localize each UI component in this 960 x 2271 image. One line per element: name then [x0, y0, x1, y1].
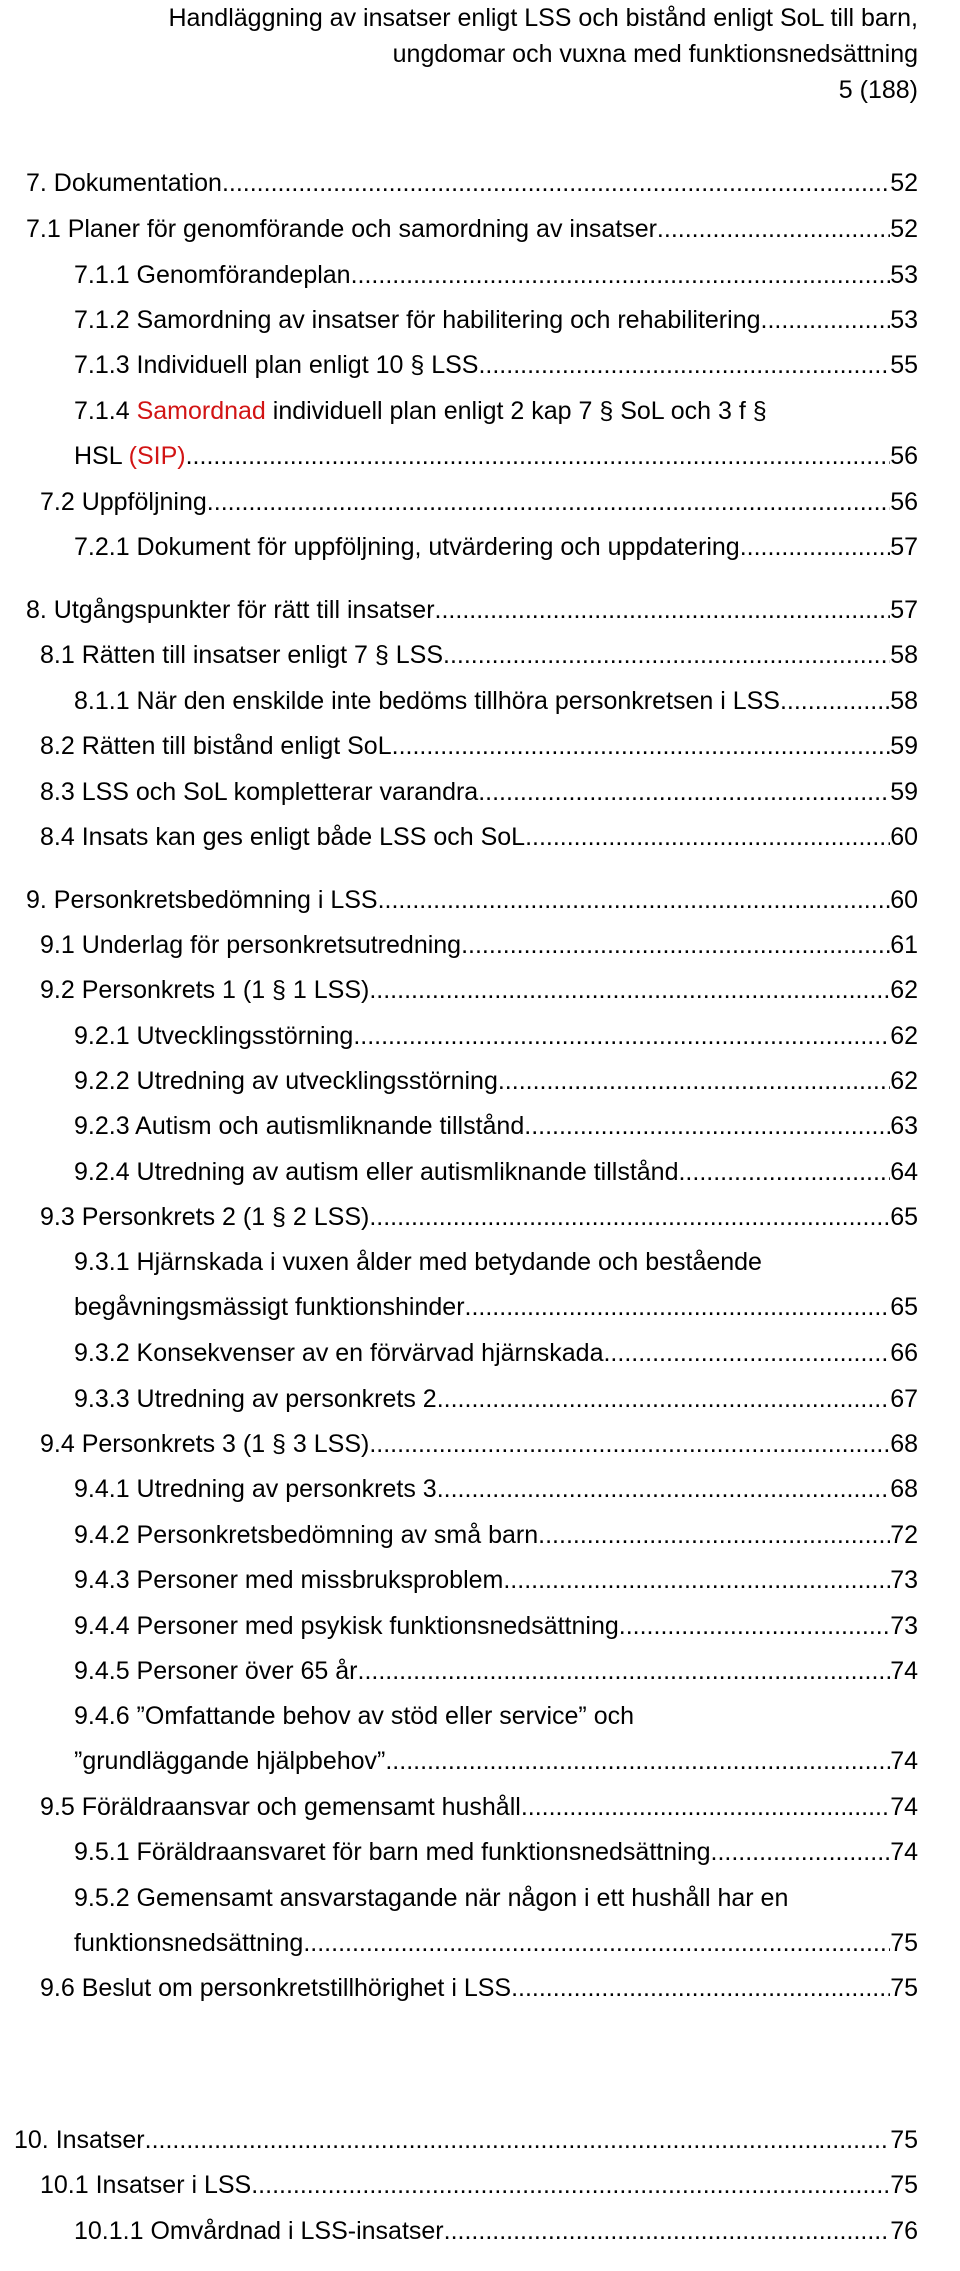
page-header — [18, 0, 918, 108]
page-number: 73 — [890, 1612, 918, 1640]
toc-entry-9-5[interactable]: 9.5 Föräldraansvar och gemensamt hushåll ..... 74 — [40, 1792, 918, 1822]
dot-leader — [369, 975, 890, 1005]
toc-entry-9-3[interactable]: 9.3 Personkrets 2 (1 § 2 LSS) ..... 65 — [40, 1202, 918, 1232]
dot-leader — [444, 2216, 891, 2246]
toc-entry-9-2-2[interactable]: 9.2.2 Utredning av utvecklingsstörning ..... 62 — [74, 1066, 918, 1096]
toc-entry-9-4-2[interactable]: 9.4.2 Personkretsbedömning av små barn ..... 72 — [74, 1520, 918, 1550]
toc-entry-7-1-4[interactable]: 7.1.4 Samordnad individuell plan enligt 2 kap 7 § SoL och 3 f § HSL (SIP) ..... 56 — [74, 396, 918, 471]
toc-entry-9-4-6[interactable]: 9.4.6 ”Omfattande behov av stöd eller service” och ”grundläggande hjälpbehov” ..... 74 — [74, 1701, 918, 1776]
page-number: 62 — [890, 1022, 918, 1050]
dot-leader — [353, 1021, 890, 1051]
page-number: 59 — [890, 778, 918, 806]
page-number: 53 — [890, 261, 918, 289]
dot-leader — [761, 305, 891, 335]
dot-leader — [358, 1656, 891, 1686]
dot-leader — [351, 260, 891, 290]
page-number: 65 — [890, 1203, 918, 1231]
dot-leader — [603, 1338, 890, 1368]
dot-leader — [385, 1746, 890, 1776]
toc-entry-7[interactable]: 7. Dokumentation ..... 52 — [26, 168, 918, 198]
toc-entry-9-4-5[interactable]: 9.4.5 Personer över 65 år ..... 74 — [74, 1656, 918, 1686]
dot-leader — [524, 1111, 890, 1141]
dot-leader — [378, 885, 891, 915]
toc-entry-9-3-3[interactable]: 9.3.3 Utredning av personkrets 2 ..... 67 — [74, 1384, 918, 1414]
toc-entry-9[interactable]: 9. Personkretsbedömning i LSS ..... 60 — [26, 885, 918, 915]
dot-leader — [678, 1157, 890, 1187]
dot-leader — [478, 350, 890, 380]
page-number: 74 — [890, 1657, 918, 1685]
page-number: 72 — [890, 1521, 918, 1549]
page-number: 68 — [890, 1430, 918, 1458]
page-number: 56 — [890, 488, 918, 516]
page-number: 74 — [890, 1838, 918, 1866]
dot-leader — [251, 2170, 890, 2200]
page-number: 66 — [890, 1339, 918, 1367]
page-number: 62 — [890, 976, 918, 1004]
dot-leader — [503, 1565, 890, 1595]
toc-entry-9-4-3[interactable]: 9.4.3 Personer med missbruksproblem ..... 73 — [74, 1565, 918, 1595]
page-number: 76 — [890, 2217, 918, 2245]
dot-leader — [780, 686, 890, 716]
dot-leader — [740, 532, 890, 562]
toc-entry-10[interactable]: 10. Insatser ..... 75 — [14, 2125, 918, 2155]
page-number: 75 — [890, 2171, 918, 2199]
toc-entry-9-2-4[interactable]: 9.2.4 Utredning av autism eller autismliknande tillstånd ..... 64 — [74, 1157, 918, 1187]
toc-entry-9-4-4[interactable]: 9.4.4 Personer med psykisk funktionsnedsättning ..... 73 — [74, 1611, 918, 1641]
toc-entry-9-5-2[interactable]: 9.5.2 Gemensamt ansvarstagande när någon i ett hushåll har en funktionsnedsättning ..... 75 — [74, 1883, 918, 1958]
dot-leader — [303, 1928, 890, 1958]
page-number: 73 — [890, 1566, 918, 1594]
toc-entry-7-2-1[interactable]: 7.2.1 Dokument för uppföljning, utvärdering och uppdatering ..... 57 — [74, 532, 918, 562]
document-title-line1: Handläggning av insatser enligt LSS och bistånd enligt SoL till barn, — [168, 4, 918, 32]
page-number: 52 — [890, 215, 918, 243]
toc-entry-7-1-1[interactable]: 7.1.1 Genomförandeplan ..... 53 — [74, 260, 918, 290]
highlighted-text: Samordnad — [136, 397, 266, 425]
toc-entry-9-5-1[interactable]: 9.5.1 Föräldraansvaret för barn med funktionsnedsättning ..... 74 — [74, 1837, 918, 1867]
dot-leader — [369, 1429, 890, 1459]
toc-entry-9-4[interactable]: 9.4 Personkrets 3 (1 § 3 LSS) ..... 68 — [40, 1429, 918, 1459]
toc-entry-9-1[interactable]: 9.1 Underlag för personkretsutredning ..... 61 — [40, 930, 918, 960]
highlighted-text: (SIP) — [128, 442, 186, 470]
page-number: 58 — [890, 641, 918, 669]
dot-leader — [619, 1611, 890, 1641]
page-number: 74 — [890, 1747, 918, 1775]
page-number: 52 — [890, 169, 918, 197]
dot-leader — [186, 441, 891, 471]
page-number: 59 — [890, 732, 918, 760]
dot-leader — [521, 1792, 890, 1822]
document-title-line2: ungdomar och vuxna med funktionsnedsättning — [392, 40, 918, 68]
dot-leader — [392, 731, 891, 761]
toc-entry-7-2[interactable]: 7.2 Uppföljning ..... 56 — [40, 487, 918, 517]
toc-entry-8-3[interactable]: 8.3 LSS och SoL kompletterar varandra ..... 59 — [40, 777, 918, 807]
page-number: 55 — [890, 351, 918, 379]
toc-entry-9-3-2[interactable]: 9.3.2 Konsekvenser av en förvärvad hjärnskada ..... 66 — [74, 1338, 918, 1368]
toc-entry-10-1[interactable]: 10.1 Insatser i LSS ..... 75 — [40, 2170, 918, 2200]
page-number: 62 — [890, 1067, 918, 1095]
dot-leader — [511, 1973, 890, 2003]
page-number: 65 — [890, 1293, 918, 1321]
toc-entry-9-4-1[interactable]: 9.4.1 Utredning av personkrets 3 ..... 68 — [74, 1474, 918, 1504]
toc-entry-9-6[interactable]: 9.6 Beslut om personkretstillhörighet i LSS ..... 75 — [40, 1973, 918, 2003]
dot-leader — [498, 1066, 890, 1096]
dot-leader — [435, 595, 891, 625]
page-number: 60 — [890, 886, 918, 914]
toc-entry-8-1-1[interactable]: 8.1.1 När den enskilde inte bedöms tillhöra personkretsen i LSS ..... 58 — [74, 686, 918, 716]
page-number: 57 — [890, 533, 918, 561]
page-number: 61 — [890, 931, 918, 959]
dot-leader — [437, 1474, 890, 1504]
page-number: 68 — [890, 1475, 918, 1503]
toc-entry-7-1[interactable]: 7.1 Planer för genomförande och samordning av insatser ..... 52 — [26, 214, 918, 244]
toc-entry-7-1-2[interactable]: 7.1.2 Samordning av insatser för habilitering och rehabilitering ..... 53 — [74, 305, 918, 335]
page-number: 56 — [890, 442, 918, 470]
toc-entry-9-2[interactable]: 9.2 Personkrets 1 (1 § 1 LSS) ..... 62 — [40, 975, 918, 1005]
dot-leader — [657, 214, 890, 244]
page-number: 75 — [890, 2126, 918, 2154]
toc-entry-10-1-1[interactable]: 10.1.1 Omvårdnad i LSS-insatser ..... 76 — [74, 2216, 918, 2246]
page-number: 74 — [890, 1793, 918, 1821]
dot-leader — [711, 1837, 891, 1867]
page-number: 53 — [890, 306, 918, 334]
dot-leader — [369, 1202, 890, 1232]
page-number: 57 — [890, 596, 918, 624]
page-number: 5 (188) — [838, 76, 918, 104]
toc-entry-8[interactable]: 8. Utgångspunkter för rätt till insatser ..... 57 — [26, 595, 918, 625]
dot-leader — [461, 930, 890, 960]
page-number: 75 — [890, 1929, 918, 1957]
dot-leader — [538, 1520, 890, 1550]
toc-entry-9-2-3[interactable]: 9.2.3 Autism och autismliknande tillstånd ..... 63 — [74, 1111, 918, 1141]
toc-entry-7-1-3[interactable]: 7.1.3 Individuell plan enligt 10 § LSS ..... 55 — [74, 350, 918, 380]
page-number: 64 — [890, 1158, 918, 1186]
toc-entry-9-3-1[interactable]: 9.3.1 Hjärnskada i vuxen ålder med betydande och bestående begåvningsmässigt funktionshinder ..... 65 — [74, 1247, 918, 1322]
page-number: 67 — [890, 1385, 918, 1413]
dot-leader — [207, 487, 890, 517]
dot-leader — [478, 777, 890, 807]
page-number: 63 — [890, 1112, 918, 1140]
page-number: 75 — [890, 1974, 918, 2002]
page-number: 58 — [890, 687, 918, 715]
toc-entry-9-2-1[interactable]: 9.2.1 Utvecklingsstörning ..... 62 — [74, 1021, 918, 1051]
dot-leader — [443, 640, 890, 670]
dot-leader — [222, 168, 890, 198]
toc-entry-8-1[interactable]: 8.1 Rätten till insatser enligt 7 § LSS ..... 58 — [40, 640, 918, 670]
toc-entry-8-2[interactable]: 8.2 Rätten till bistånd enligt SoL ..... 59 — [40, 731, 918, 761]
page-number: 60 — [890, 823, 918, 851]
dot-leader — [145, 2125, 891, 2155]
dot-leader — [525, 822, 890, 852]
dot-leader — [465, 1292, 891, 1322]
toc-entry-8-4[interactable]: 8.4 Insats kan ges enligt både LSS och SoL ..... 60 — [40, 822, 918, 852]
dot-leader — [437, 1384, 890, 1414]
